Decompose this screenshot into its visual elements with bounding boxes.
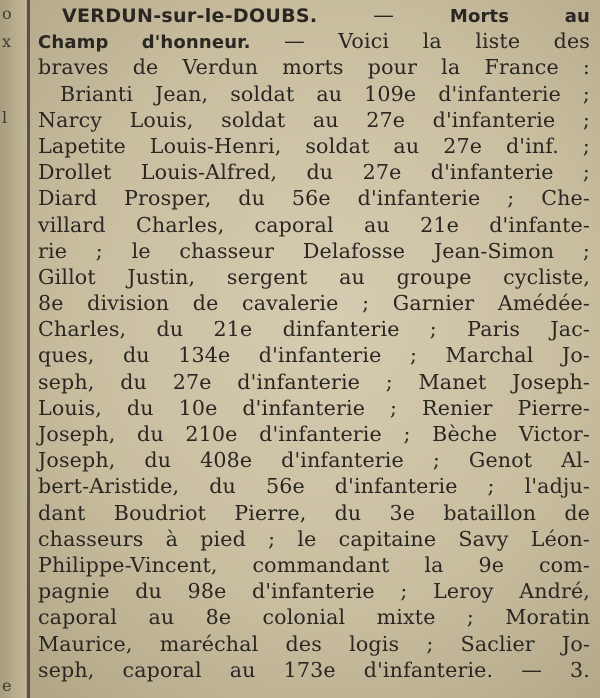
headline-dash: —	[373, 3, 395, 27]
margin-fragment: x	[2, 32, 12, 51]
article-line: Narcy Louis, soldat au 27e d'infanterie ;	[38, 107, 590, 132]
article-line: Gillot Justin, sergent au groupe cycliste,	[38, 264, 590, 289]
headline-line	[38, 2, 590, 28]
headline-tail: Morts au	[449, 6, 590, 27]
margin-fragment: l	[2, 108, 8, 127]
article-line: 8e division de cavalerie ; Garnier Amédée-	[38, 291, 590, 316]
article-line: chasseurs à pied ; le capitaine Savy Léon-	[38, 526, 590, 551]
article-line: Philippe-Vincent, commandant la 9e com-	[38, 552, 590, 577]
article-line: bert-Aristide, du 56e d'infanterie ; l'adju-	[38, 474, 590, 499]
article-line: villard Charles, caporal au 21e d'infante-	[38, 212, 590, 237]
article-line: Charles, du 21e dinfanterie ; Paris Jac-	[38, 317, 590, 342]
article-line: pagnie du 98e d'infanterie ; Leroy André,	[38, 579, 590, 604]
column-rule	[27, 0, 30, 698]
article-line: caporal au 8e colonial mixte ; Moratin	[38, 605, 590, 630]
margin-fragment: e	[2, 676, 12, 695]
article-line: braves de Verdun morts pour la France :	[38, 55, 590, 80]
article-body	[38, 2, 590, 683]
article-line: Joseph, du 408e d'infanterie ; Genot Al-	[38, 448, 590, 473]
article-line: seph, caporal au 173e d'infanterie. — 3.	[38, 657, 590, 682]
article-line: Maurice, maréchal des logis ; Saclier Jo-	[38, 631, 590, 656]
article-line: dant Boudriot Pierre, du 3e bataillon de	[38, 500, 590, 525]
article-line: Lapetite Louis-Henri, soldat au 27e d'inf. ;	[38, 133, 590, 158]
article-line	[38, 28, 590, 54]
left-margin-column-fragment	[0, 0, 26, 698]
headline-subtitle: Champ d'honneur.	[38, 32, 251, 54]
article-line: Louis, du 10e d'infanterie ; Renier Pierre-	[38, 395, 590, 420]
article-line: Joseph, du 210e d'infanterie ; Bèche Victor-	[38, 422, 590, 446]
article-line: seph, du 27e d'infanterie ; Manet Joseph-	[38, 369, 590, 394]
margin-fragment: o	[2, 4, 12, 23]
article-line: Brianti Jean, soldat au 109e d'infanterie ;	[60, 81, 590, 106]
article-headline: VERDUN-sur-le-DOUBS.	[62, 5, 318, 27]
article-line-text: — Voici la liste des	[284, 29, 591, 54]
article-line: rie ; le chasseur Delafosse Jean-Simon ;	[38, 238, 590, 263]
article-line: Diard Prosper, du 56e d'infanterie ; Che-	[38, 186, 590, 211]
article-line: ques, du 134e d'infanterie ; Marchal Jo-	[38, 343, 590, 368]
article-line: Drollet Louis-Alfred, du 27e d'infanterie ;	[38, 160, 590, 185]
